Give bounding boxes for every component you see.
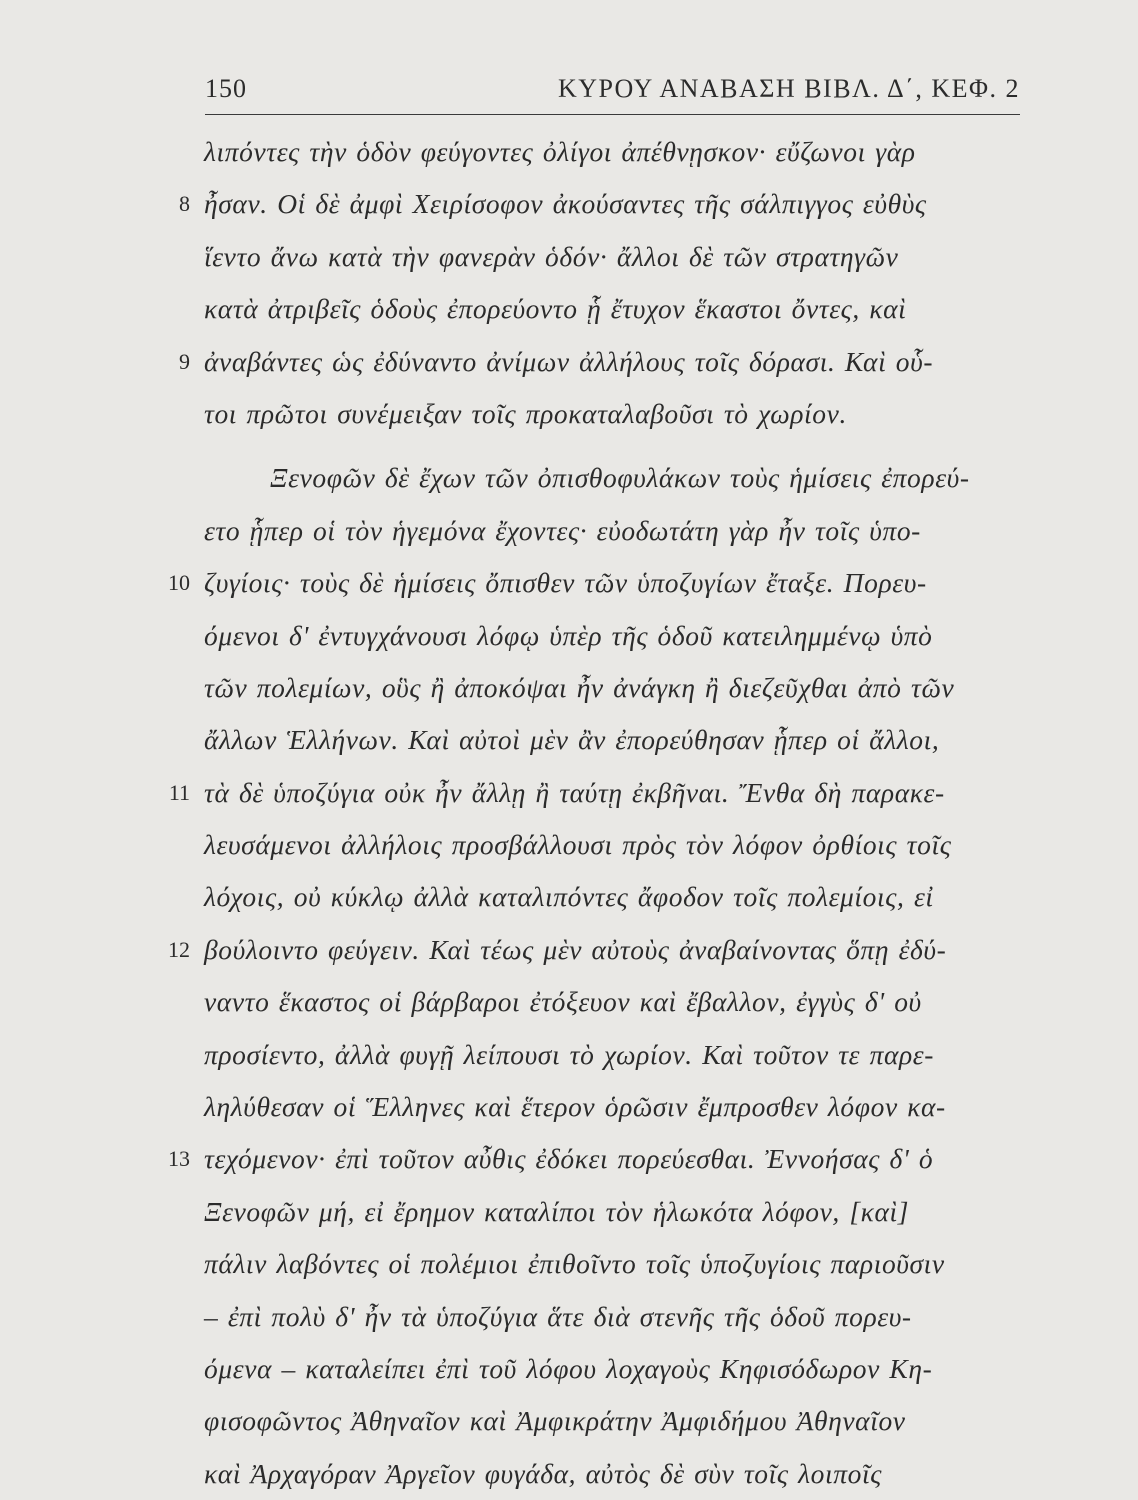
line-text: ληλύθεσαν οἱ Ἕλληνες καὶ ἕτερον ὁρῶσιν ἔμπροσθεν λόφον κα- xyxy=(204,1091,946,1123)
text-line xyxy=(160,231,1040,283)
section-number: 13 xyxy=(168,1146,190,1172)
text-line xyxy=(160,1081,1040,1133)
section-number: 9 xyxy=(179,348,190,374)
text-line xyxy=(160,662,1040,714)
text-line xyxy=(160,714,1040,766)
text-line xyxy=(160,388,1040,440)
text-line xyxy=(160,871,1040,923)
text-line xyxy=(160,976,1040,1028)
line-text: φισοφῶντος Ἀθηναῖον καὶ Ἀμφικράτην Ἀμφιδήμου Ἀθηναῖον xyxy=(204,1405,906,1437)
line-text: όμενοι δ' ἐντυγχάνουσι λόφῳ ὑπὲρ τῆς ὁδοῦ κατειλημμένῳ ὑπὸ xyxy=(204,619,933,651)
text-line xyxy=(160,924,1040,976)
line-text: κατὰ ἀτριβεῖς ὁδοὺς ἐπορεύοντο ᾗ ἔτυχον ἕκαστοι ὄντες, καὶ xyxy=(204,293,907,325)
line-text: λιπόντες τὴν ὁδὸν φεύγοντες ὀλίγοι ἀπέθνῃσκον· εὔζωνοι γὰρ xyxy=(204,136,916,167)
greek-text-body xyxy=(160,126,1040,1500)
line-text: Ξενοφῶν μή, εἰ ἔρημον καταλίποι τὸν ἡλωκότα λόφον, [καὶ] xyxy=(204,1195,910,1227)
text-line xyxy=(160,1238,1040,1290)
line-text: ετο ᾗπερ οἱ τὸν ἡγεμόνα ἔχοντες· εὐοδωτάτη γὰρ ἦν τοῖς ὑπο- xyxy=(204,514,921,546)
text-line xyxy=(160,1395,1040,1447)
section-number: 12 xyxy=(168,936,190,962)
text-line xyxy=(160,1291,1040,1343)
text-line xyxy=(160,819,1040,871)
line-text: ἀναβάντες ὡς ἐδύναντο ἀνίμων ἀλλήλους τοῖς δόρασι. Καὶ οὗ- xyxy=(204,345,934,377)
text-line xyxy=(160,610,1040,662)
section-number: 11 xyxy=(168,779,190,805)
line-text: τῶν πολεμίων, οὓς ἢ ἀποκόψαι ἦν ἀνάγκη ἢ διεζεῦχθαι ἀπὸ τῶν xyxy=(204,671,955,703)
section-number: 10 xyxy=(168,570,190,596)
text-line xyxy=(160,178,1040,230)
text-line xyxy=(160,336,1040,388)
line-text: ἦσαν. Οἱ δὲ ἀμφὶ Χειρίσοφον ἀκούσαντες τῆς σάλπιγγος εὐθὺς xyxy=(204,188,927,220)
text-line xyxy=(160,767,1040,819)
line-text: τὰ δὲ ὑποζύγια οὐκ ἦν ἄλλῃ ἢ ταύτῃ ἐκβῆναι. Ἔνθα δὴ παρακε- xyxy=(204,776,945,808)
section-number: 8 xyxy=(179,191,190,217)
header-rule xyxy=(205,114,1020,115)
line-text: πάλιν λαβόντες οἱ πολέμιοι ἐπιθοῖντο τοῖς ὑποζυγίοις παριοῦσιν xyxy=(204,1248,945,1280)
running-head: ΚΥΡΟΥ ΑΝΑΒΑΣΗ ΒΙΒΛ. Δ΄, ΚΕΦ. 2 xyxy=(557,74,1020,103)
line-text: τεχόμενον· ἐπὶ τοῦτον αὖθις ἐδόκει πορεύεσθαι. Ἐννοήσας δ' ὁ xyxy=(204,1143,934,1175)
text-line xyxy=(160,283,1040,335)
line-text: ἵεντο ἄνω κατὰ τὴν φανερὰν ὁδόν· ἄλλοι δὲ τῶν στρατηγῶν xyxy=(204,240,899,272)
line-text: προσίεντο, ἀλλὰ φυγῇ λείπουσι τὸ χωρίον. Καὶ τοῦτον τε παρε- xyxy=(204,1038,934,1070)
line-text: – ἐπὶ πολὺ δ' ἦν τὰ ὑποζύγια ἅτε διὰ στενῆς τῆς ὁδοῦ πορευ- xyxy=(204,1300,912,1332)
page-header xyxy=(205,72,1020,112)
text-line xyxy=(160,126,1040,178)
line-text: ναντο ἕκαστος οἱ βάρβαροι ἐτόξευον καὶ ἔβαλλον, ἐγγὺς δ' οὐ xyxy=(204,986,922,1018)
text-line xyxy=(160,452,1040,504)
text-line xyxy=(160,1133,1040,1185)
line-text: Ξενοφῶν δὲ ἔχων τῶν ὀπισθοφυλάκων τοὺς ἡμίσεις ἐπορεύ- xyxy=(270,462,970,494)
text-line xyxy=(160,505,1040,557)
line-text: όμενα – καταλείπει ἐπὶ τοῦ λόφου λοχαγοὺς Κηφισόδωρον Κη- xyxy=(204,1352,933,1384)
line-text: καὶ Ἀρχαγόραν Ἀργεῖον φυγάδα, αὐτὸς δὲ σὺν τοῖς λοιποῖς xyxy=(204,1457,882,1489)
text-line xyxy=(160,1029,1040,1081)
page-number: 150 xyxy=(205,74,247,103)
text-line xyxy=(160,557,1040,609)
text-line xyxy=(160,1186,1040,1238)
line-text: ζυγίοις· τοὺς δὲ ἡμίσεις ὄπισθεν τῶν ὑποζυγίων ἔταξε. Πορευ- xyxy=(204,567,927,599)
line-text: τοι πρῶτοι συνέμειξαν τοῖς προκαταλαβοῦσι τὸ χωρίον. xyxy=(204,397,847,429)
line-text: λόχοις, οὐ κύκλῳ ἀλλὰ καταλιπόντες ἄφοδον τοῖς πολεμίοις, εἰ xyxy=(204,881,934,913)
text-line xyxy=(160,1448,1040,1500)
paragraph-gap xyxy=(160,440,1040,452)
text-line xyxy=(160,1343,1040,1395)
line-text: λευσάμενοι ἀλλήλοις προσβάλλουσι πρὸς τὸν λόφον ὀρθίοις τοῖς xyxy=(204,829,952,861)
line-text: βούλοιντο φεύγειν. Καὶ τέως μὲν αὐτοὺς ἀναβαίνοντας ὅπῃ ἐδύ- xyxy=(204,933,947,965)
line-text: ἄλλων Ἑλλήνων. Καὶ αὐτοὶ μὲν ἂν ἐπορεύθησαν ᾗπερ οἱ ἄλλοι, xyxy=(204,724,940,756)
